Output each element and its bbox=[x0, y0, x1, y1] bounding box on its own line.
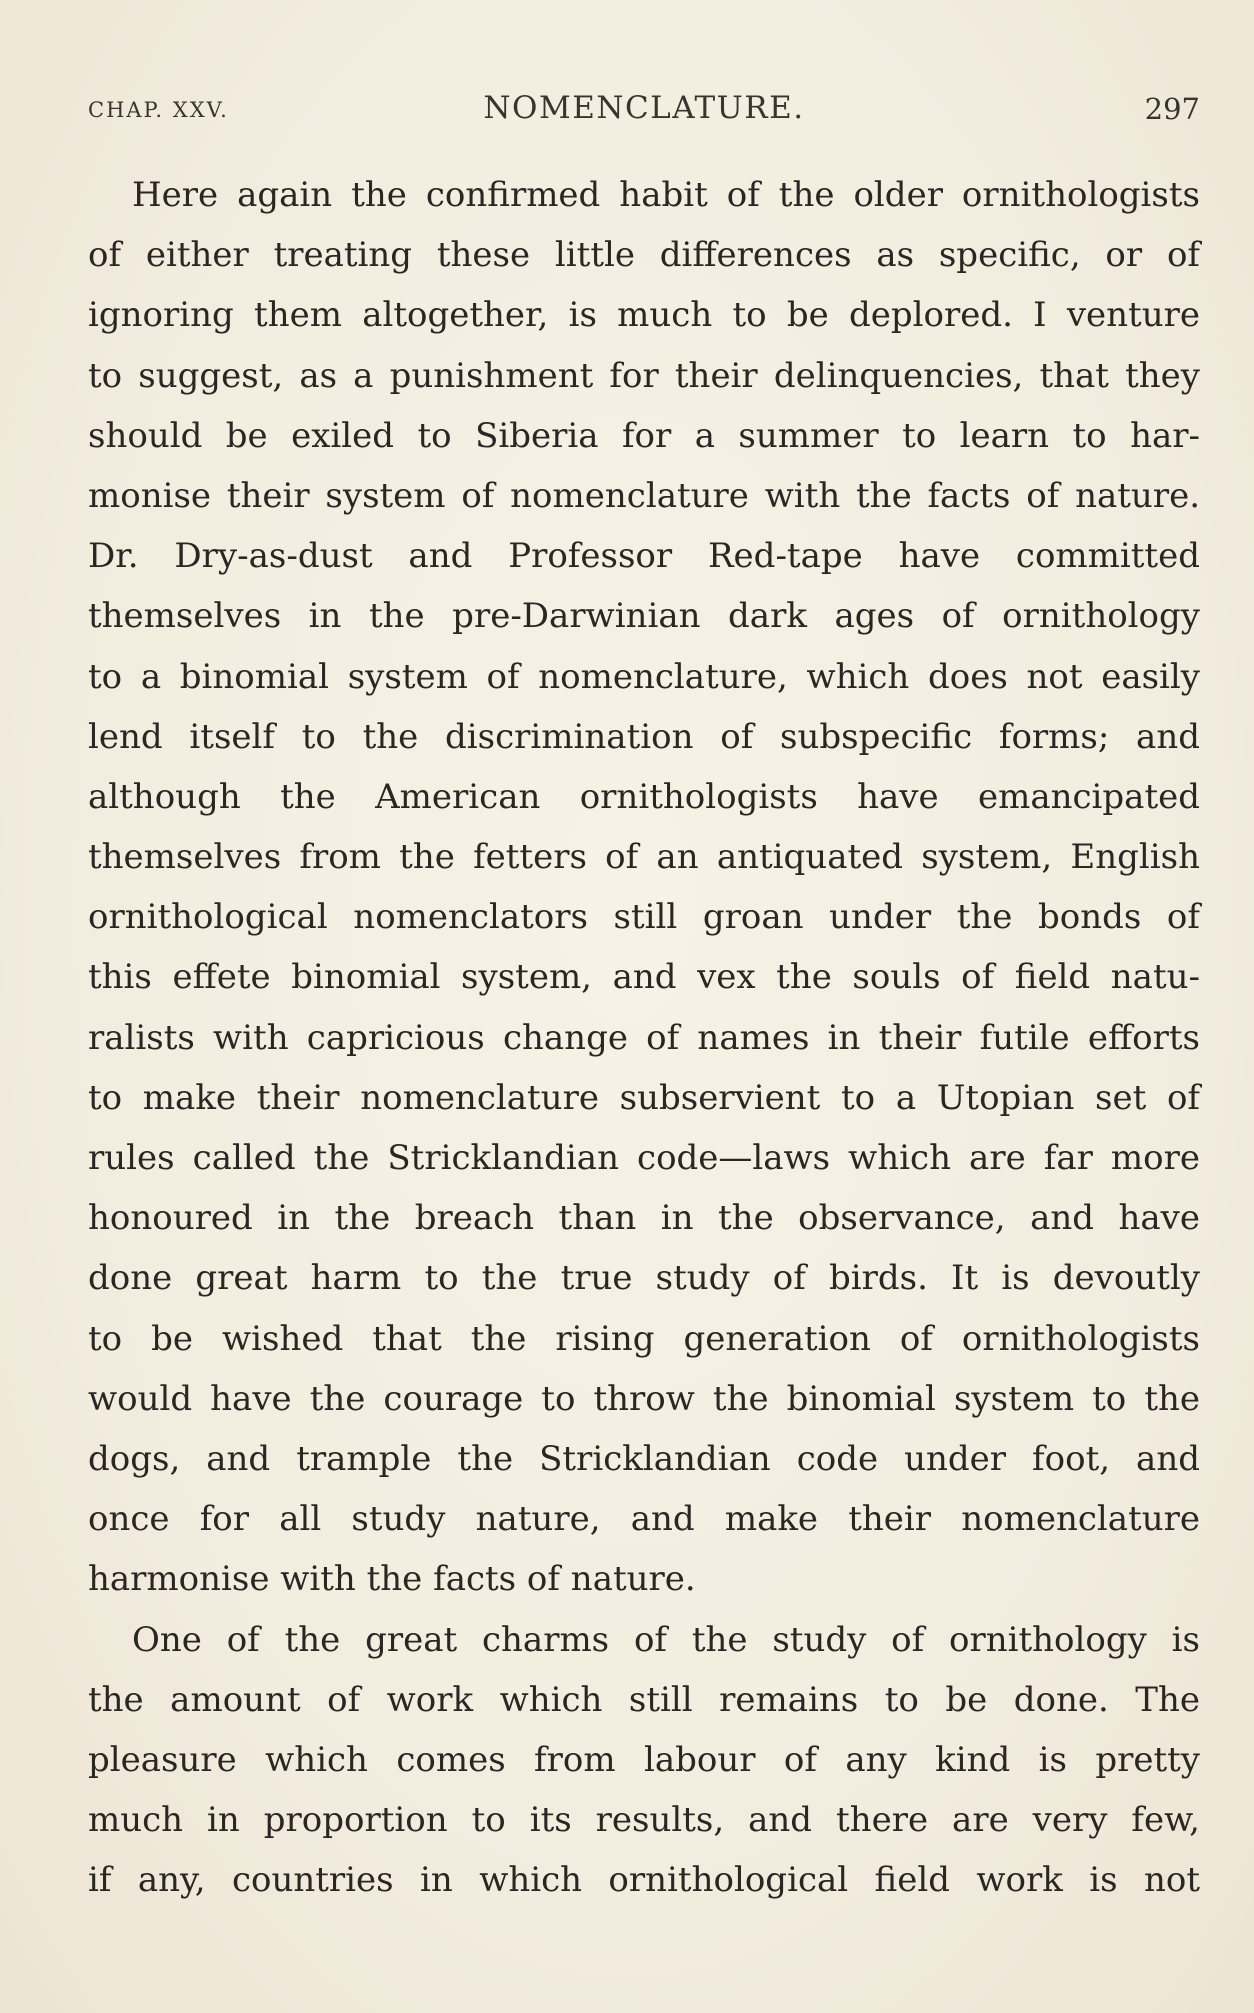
text-line: Here again the confirmed habit of the older ornithologists bbox=[132, 175, 1200, 215]
text-line: done great harm to the true study of birds. It is devoutly bbox=[88, 1258, 1200, 1299]
text-line: One of the great charms of the study of ornithology is bbox=[132, 1619, 1200, 1660]
text-line: to suggest, as a punishment for their delinquencies, that they bbox=[88, 355, 1200, 396]
text-line: although the American ornithologists have emancipated bbox=[88, 776, 1200, 817]
text-line: should be exiled to Siberia for a summer to learn to har- bbox=[88, 415, 1200, 456]
text-line: ornithological nomenclators still groan under the bonds of bbox=[88, 897, 1200, 938]
text-line: rules called the Stricklandian code—laws which are far more bbox=[88, 1138, 1200, 1178]
text-line: ignoring them altogether, is much to be deplored. I venture bbox=[88, 295, 1200, 336]
chapter-label: CHAP. XXV. bbox=[88, 98, 229, 122]
text-line: the amount of work which still remains to be done. The bbox=[88, 1679, 1200, 1720]
running-head bbox=[88, 88, 1200, 128]
text-line: if any, countries in which ornithological field work is not bbox=[88, 1860, 1200, 1901]
text-line: monise their system of nomenclature with the facts of nature. bbox=[88, 475, 1200, 516]
text-line: themselves in the pre-Darwinian dark ages of ornithology bbox=[88, 596, 1200, 637]
text-line: Dr. Dry-as-dust and Professor Red-tape have committed bbox=[88, 536, 1200, 577]
text-line: would have the courage to throw the binomial system to the bbox=[88, 1378, 1200, 1419]
text-line: much in proportion to its results, and there are very few, bbox=[88, 1800, 1200, 1841]
text-line: pleasure which comes from labour of any kind is pretty bbox=[88, 1739, 1200, 1780]
text-line: once for all study nature, and make their nomenclature bbox=[88, 1499, 1200, 1540]
running-title: NOMENCLATURE. bbox=[483, 90, 805, 126]
text-line: honoured in the breach than in the observance, and have bbox=[88, 1198, 1200, 1239]
text-line: to be wished that the rising generation of ornithologists bbox=[88, 1318, 1200, 1359]
body-text bbox=[88, 165, 1200, 1910]
text-line: to make their nomenclature subservient to a Utopian set of bbox=[88, 1077, 1200, 1118]
text-line: to a binomial system of nomenclature, which does not easily bbox=[88, 656, 1200, 697]
page-number: 297 bbox=[1144, 92, 1200, 126]
text-line: lend itself to the discrimination of subspecific forms; and bbox=[88, 716, 1200, 757]
text-line: of either treating these little differences as specific, or of bbox=[88, 235, 1200, 276]
text-line: dogs, and trample the Stricklandian code under foot, and bbox=[88, 1438, 1200, 1479]
text-line: themselves from the fetters of an antiquated system, English bbox=[88, 837, 1200, 878]
text-line: harmonise with the facts of nature. bbox=[88, 1559, 696, 1600]
text-line: this effete binomial system, and vex the souls of field natu- bbox=[88, 957, 1200, 998]
text-line: ralists with capricious change of names in their futile efforts bbox=[88, 1017, 1200, 1058]
